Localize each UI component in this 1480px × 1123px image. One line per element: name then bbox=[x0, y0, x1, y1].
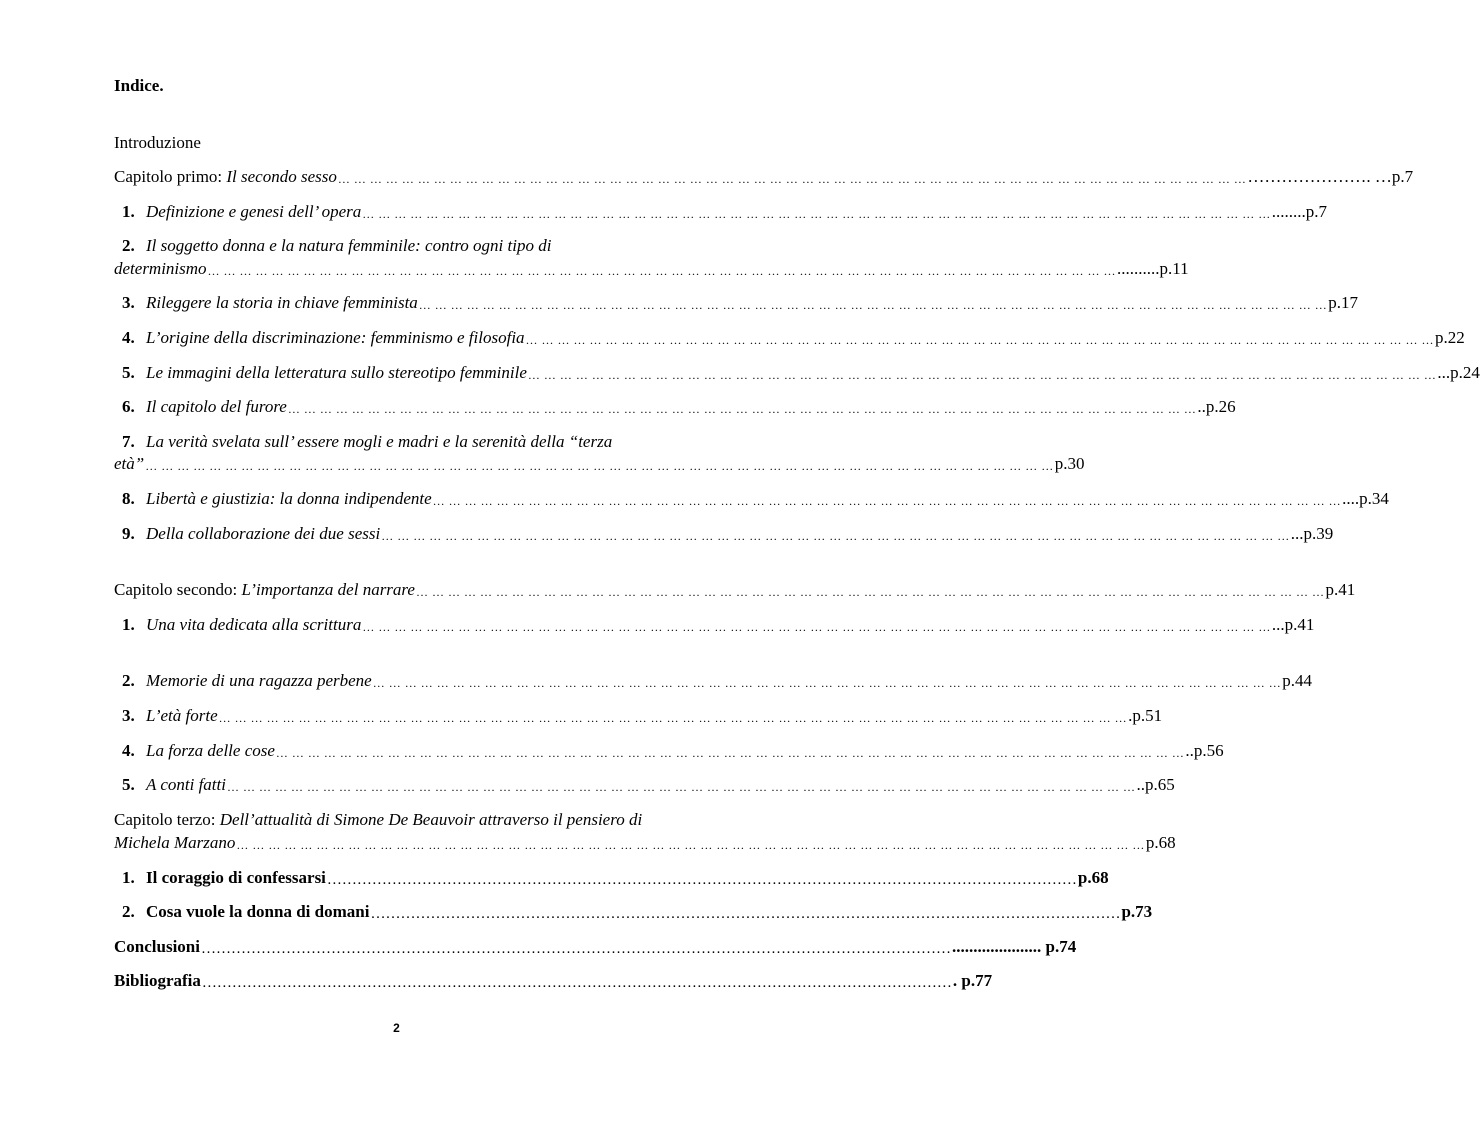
section-number: 2. bbox=[122, 902, 135, 921]
dot-leader: … … … … … … … … … … … … … … … … … … … … … … … … … … … … … … … … … … … … … … … … … … … … … … … … … … … … … … … … … bbox=[218, 711, 1128, 725]
section-page: ....p.34 bbox=[1342, 489, 1389, 508]
dot-leader: …………………………………………………………………………………………………………………………………… bbox=[370, 906, 1121, 922]
section-page: ..p.56 bbox=[1185, 741, 1224, 760]
dot-leader: … … … … … … … … … … … … … … … … … … … … … … … … … … … … … … … … … … … … … … … … … … … … … … … … … … … … … … … … … bbox=[275, 746, 1185, 760]
dot-leader: … … … … … … … … … … … … … … … … … … … … … … … … … … … … … … … … … … … … … … … … … … … … … … … … … … … … … … … … … bbox=[207, 264, 1117, 278]
chapter2-entry bbox=[114, 579, 1356, 601]
dot-leader: …………………………………………………………………………………………………………………………………… bbox=[200, 941, 951, 957]
section-number: 5. bbox=[122, 363, 135, 382]
dot-leader: … … … … … … … … … … … … … … … … … … … … … … … … … … … … … … … … … … … … … … … … … … … … … … … … … … … … … … … … … bbox=[337, 172, 1247, 186]
section-number: 7. bbox=[122, 432, 135, 451]
section-title: Il capitolo del furore bbox=[146, 397, 287, 416]
section-number: 1. bbox=[122, 202, 135, 221]
toc-entry bbox=[122, 292, 1359, 314]
section-page: p.22 bbox=[1435, 328, 1465, 347]
chapter3-page: p.68 bbox=[1145, 833, 1176, 852]
chapter2-page: p.41 bbox=[1325, 580, 1356, 599]
chapter3-title: Dell’attualità di Simone De Beauvoir attraverso il pensiero di bbox=[219, 810, 643, 829]
section-number: 1. bbox=[122, 868, 135, 887]
section-title: Il coraggio di confessarsi bbox=[146, 868, 326, 887]
conclusions-entry bbox=[114, 936, 1077, 958]
section-number: 4. bbox=[122, 328, 135, 347]
toc-entry bbox=[122, 362, 1480, 384]
toc-entry bbox=[122, 670, 1312, 692]
section-title: L’età forte bbox=[146, 706, 218, 725]
dot-leader: … … … … … … … … … … … … … … … … … … … … … … … … … … … … … … … … … … … … … … … … … … … … … … … … … … … … … … … … … bbox=[362, 620, 1271, 634]
section-number: 2. bbox=[122, 671, 135, 690]
section-page: ...p.24 bbox=[1437, 363, 1480, 382]
section-page: ........p.7 bbox=[1271, 202, 1328, 221]
chapter2-prefix: Capitolo secondo: bbox=[114, 580, 238, 599]
section-number: 5. bbox=[122, 775, 135, 794]
section-number: 3. bbox=[122, 706, 135, 725]
section-page: ..........p.11 bbox=[1117, 259, 1189, 278]
section-page: .p.51 bbox=[1128, 706, 1163, 725]
toc-entry bbox=[122, 488, 1389, 510]
section-title: età” bbox=[114, 454, 145, 473]
chapter1-entry bbox=[114, 166, 1414, 188]
section-number: 2. bbox=[122, 236, 135, 255]
chapter3-title: Michela Marzano bbox=[114, 833, 236, 852]
section-page: ...p.39 bbox=[1290, 524, 1334, 543]
section-number: 8. bbox=[122, 489, 135, 508]
section-page: p.44 bbox=[1282, 671, 1312, 690]
chapter1-title: Il secondo sesso bbox=[226, 167, 337, 186]
toc-entry bbox=[122, 327, 1465, 349]
toc-entry bbox=[122, 867, 1109, 889]
conclusions-label: Conclusioni bbox=[114, 937, 200, 956]
chapter3-entry-continuation bbox=[114, 832, 1176, 854]
dot-leader: … … … … … … … … … … … … … … … … … … … … … … … … … … … … … … … … … … … … … … … … … … … … … … … … … … … … … … … … … bbox=[362, 207, 1271, 221]
section-title: Rileggere la storia in chiave femminista bbox=[146, 293, 418, 312]
section-title: Della collaborazione dei due sessi bbox=[146, 524, 381, 543]
section-title: determinismo bbox=[114, 259, 207, 278]
section-page: p.17 bbox=[1328, 293, 1359, 312]
dot-leader: … … … … … … … … … … … … … … … … … … … … … … … … … … … … … … … … … … … … … … … … … … … … … … … … … … … … … … … … … bbox=[145, 459, 1054, 473]
chapter3-prefix: Capitolo terzo: bbox=[114, 810, 216, 829]
section-page: ..p.26 bbox=[1197, 397, 1236, 416]
dot-leader: … … … … … … … … … … … … … … … … … … … … … … … … … … … … … … … … … … … … … … … … … … … … … … … … … … … … … … … … … bbox=[525, 333, 1435, 347]
section-page: p.73 bbox=[1121, 902, 1153, 921]
dot-leader: … … … … … … … … … … … … … … … … … … … … … … … … … … … … … … … … … … … … … … … … … … … … … … … … … … … … … … … … … bbox=[236, 838, 1145, 852]
section-title: Definizione e genesi dell’ opera bbox=[146, 202, 362, 221]
dot-leader: … … … … … … … … … … … … … … … … … … … … … … … … … … … … … … … … … … … … … … … … … … … … … … … … … … … … … … … … … bbox=[415, 585, 1325, 599]
toc-entry bbox=[122, 201, 1328, 223]
page-number: 2 bbox=[393, 1021, 400, 1035]
toc-entry-continuation bbox=[114, 258, 1189, 280]
toc-entry bbox=[122, 705, 1163, 727]
dot-leader: … … … … … … … … … … … … … … … … … … … … … … … … … … … … … … … … … … … … … … … … … … … … … … … … … … … … … … … … … bbox=[287, 402, 1197, 416]
section-page: ..p.65 bbox=[1136, 775, 1175, 794]
dot-leader: … … … … … … … … … … … … … … … … … … … … … … … … … … … … … … … … … … … … … … … … … … … … … … … … … … … … … … … … … bbox=[432, 494, 1342, 508]
bibliography-page: . p.77 bbox=[952, 971, 993, 990]
section-title: La verità svelata sull’ essere mogli e madri e la serenità della “terza bbox=[146, 432, 613, 451]
page-title: Indice. bbox=[114, 76, 164, 95]
introduction-entry: Introduzione bbox=[114, 133, 201, 152]
toc-entry bbox=[122, 740, 1224, 762]
section-title: A conti fatti bbox=[146, 775, 226, 794]
chapter1-page: p.7 bbox=[1391, 167, 1414, 186]
dot-leader: … … … … … … … … … … … … … … … … … … … … … … … … … … … … … … … … … … … … … … … … … … … … … … … … … … … … … … … … … bbox=[418, 298, 1328, 312]
toc-entry bbox=[122, 614, 1315, 636]
section-page: p.68 bbox=[1077, 868, 1109, 887]
section-page: ...p.41 bbox=[1271, 615, 1315, 634]
dot-leader: … … … … … … … … … … … … … … … … … … … … … … … … … … … … … … … … … … … … … … … … … … … … … … … … … … … … … … … … … bbox=[226, 780, 1136, 794]
dot-leader: …………………………………………………………………………………………………………………………………… bbox=[326, 872, 1077, 888]
toc-entry-continuation bbox=[114, 453, 1085, 475]
dot-leader: … … … … … … … … … … … … … … … … … … … … … … … … … … … … … … … … … … … … … … … … … … … … … … … … … … … … … … … … … bbox=[527, 368, 1437, 382]
toc-entry bbox=[122, 774, 1175, 796]
toc-entry bbox=[122, 523, 1334, 545]
section-page: p.30 bbox=[1054, 454, 1085, 473]
conclusions-page: ..................... p.74 bbox=[951, 937, 1077, 956]
section-title: Cosa vuole la donna di domani bbox=[146, 902, 370, 921]
section-title: Libertà e giustizia: la donna indipendente bbox=[146, 489, 432, 508]
section-title: Una vita dedicata alla scrittura bbox=[146, 615, 362, 634]
toc-entry bbox=[122, 235, 551, 257]
chapter2-title: L’importanza del narrare bbox=[241, 580, 415, 599]
dot-leader: …………………………………………………………………………………………………………………………………… bbox=[201, 975, 952, 991]
section-title: Il soggetto donna e la natura femminile: contro ogni tipo di bbox=[146, 236, 552, 255]
dot-leader: … … … … … … … … … … … … … … … … … … … … … … … … … … … … … … … … … … … … … … … … … … … … … … … … … … … … … … … … … bbox=[372, 676, 1282, 690]
chapter1-trailing-dots: …………………. … bbox=[1247, 167, 1392, 186]
chapter3-entry bbox=[114, 809, 642, 831]
toc-entry bbox=[122, 431, 612, 453]
dot-leader: … … … … … … … … … … … … … … … … … … … … … … … … … … … … … … … … … … … … … … … … … … … … … … … … … … … … … … … … … bbox=[381, 529, 1290, 543]
section-number: 9. bbox=[122, 524, 135, 543]
toc-entry bbox=[122, 396, 1236, 418]
section-number: 4. bbox=[122, 741, 135, 760]
section-title: Le immagini della letteratura sullo stereotipo femminile bbox=[146, 363, 527, 382]
section-number: 3. bbox=[122, 293, 135, 312]
section-number: 1. bbox=[122, 615, 135, 634]
section-title: Memorie di una ragazza perbene bbox=[146, 671, 372, 690]
section-title: La forza delle cose bbox=[146, 741, 275, 760]
section-title: L’origine della discriminazione: femminismo e filosofia bbox=[146, 328, 525, 347]
bibliography-entry bbox=[114, 970, 993, 992]
chapter1-prefix: Capitolo primo: bbox=[114, 167, 223, 186]
bibliography-label: Bibliografia bbox=[114, 971, 201, 990]
toc-entry bbox=[122, 901, 1153, 923]
section-number: 6. bbox=[122, 397, 135, 416]
